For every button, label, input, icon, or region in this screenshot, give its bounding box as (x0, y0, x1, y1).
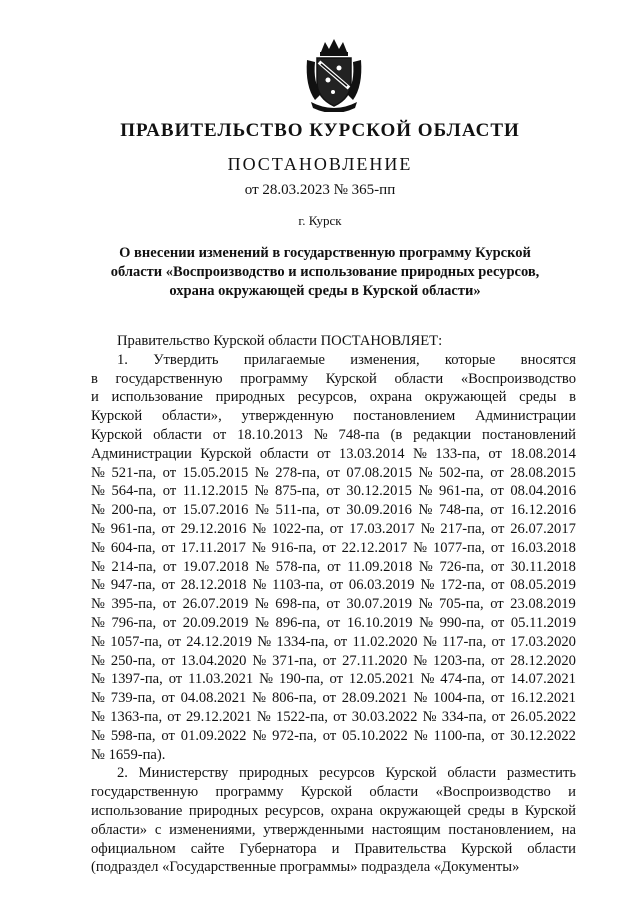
coat-of-arms-emblem (303, 38, 365, 112)
paragraph-1-line: № 739-па, от 04.08.2021 № 806-па, от 28.09.2021 № 1004-па, от 16.12.2021 (91, 690, 576, 707)
paragraph-1 (91, 351, 576, 765)
subject-line: О внесении изменений в государственную программу Курской (119, 245, 531, 261)
paragraph-1-line: № 1363-па, от 29.12.2021 № 1522-па, от 30.03.2022 № 334-па, от 26.05.2022 (91, 708, 576, 725)
word: Утвердить (153, 351, 219, 368)
paragraph-2: 2. Министерству природных ресурсов Курской области разместить государственную программу Курской области «Воспроизводство и использование природных ресурсов, охрана окружающей среды в Курской области» с изменениями, утвержденными настоящим постановлением, на официальном сайте Губернатора и Правительства Курской области (подраздел «Государственные программы» подраздела «Документы» (91, 765, 576, 876)
paragraph-1-line: в государственную программу Курской области «Воспроизводство (91, 370, 576, 387)
paragraph-1-line: № 521-па, от 15.05.2015 № 278-па, от 07.08.2015 № 502-па, от 28.08.2015 (91, 464, 576, 481)
word: изменения, (350, 351, 420, 368)
intro-paragraph: Правительство Курской области ПОСТАНОВЛЯЕТ: (117, 333, 443, 349)
paragraph-1-line: Администрации Курской области от 13.03.2014 № 133-па, от 18.08.2014 (91, 445, 576, 462)
word: прилагаемые (243, 351, 325, 368)
paragraph-1-line: № 250-па, от 13.04.2020 № 371-па, от 27.11.2020 № 1203-па, от 28.12.2020 (91, 652, 576, 669)
paragraph-1-line: № 604-па, от 17.11.2017 № 916-па, от 22.12.2017 № 1077-па, от 16.03.2018 (91, 539, 576, 556)
paragraph-1-line: № 598-па, от 01.09.2022 № 972-па, от 05.10.2022 № 1100-па, от 30.12.2022 (91, 727, 576, 744)
decree-body (91, 332, 576, 877)
word: 1. (117, 351, 128, 368)
government-title: ПРАВИТЕЛЬСТВО КУРСКОЙ ОБЛАСТИ (120, 120, 520, 141)
paragraph-1-line: Курской области», утвержденную постановлением Администрации (91, 408, 576, 425)
subject-line: области «Воспроизводство и использование природных ресурсов, (110, 264, 540, 280)
paragraph-1-first-line (91, 351, 576, 370)
paragraph-1-line: № 1057-па, от 24.12.2019 № 1334-па, от 11.02.2020 № 117-па, от 17.03.2020 (91, 633, 576, 650)
paragraph-1-line: Курской области от 18.10.2013 № 748-па (в редакции постановлений (91, 426, 576, 443)
paragraph-1-line: № 395-па, от 26.07.2019 № 698-па, от 30.07.2019 № 705-па, от 23.08.2019 (91, 596, 576, 613)
document-type: ПОСТАНОВЛЕНИЕ (227, 154, 413, 174)
paragraph-1-line: № 214-па, от 19.07.2018 № 578-па, от 11.09.2018 № 726-па, от 30.11.2018 (91, 558, 576, 575)
decree-date-number: от 28.03.2023 № 365-пп (244, 182, 396, 198)
paragraph-1-line: № 564-па, от 11.12.2015 № 875-па, от 30.12.2015 № 961-па, от 08.04.2016 (91, 483, 576, 500)
decree-subject (100, 244, 550, 301)
word: которые (444, 351, 496, 368)
paragraph-1-line: № 1659-па). (91, 746, 166, 763)
paragraph-1-line: и использование природных ресурсов, охрана окружающей среды в (91, 389, 576, 406)
decree-city: г. Курск (298, 213, 342, 228)
paragraph-1-line: № 947-па, от 28.12.2018 № 1103-па, от 06.03.2019 № 172-па, от 08.05.2019 (91, 577, 576, 594)
paragraph-1-line: № 796-па, от 20.09.2019 № 896-па, от 16.10.2019 № 990-па, от 05.11.2019 (91, 614, 576, 631)
paragraph-1-line: № 961-па, от 29.12.2016 № 1022-па, от 17.03.2017 № 217-па, от 26.07.2017 (91, 520, 576, 537)
paragraph-1-lines (91, 370, 576, 765)
paragraph-1-line: № 200-па, от 15.07.2016 № 511-па, от 30.09.2016 № 748-па, от 16.12.2016 (91, 502, 576, 519)
subject-line: охрана окружающей среды в Курской области» (169, 283, 481, 299)
word: вносятся (520, 351, 576, 368)
paragraph-1-line: № 1397-па, от 11.03.2021 № 190-па, от 12.05.2021 № 474-па, от 14.07.2021 (91, 671, 576, 688)
